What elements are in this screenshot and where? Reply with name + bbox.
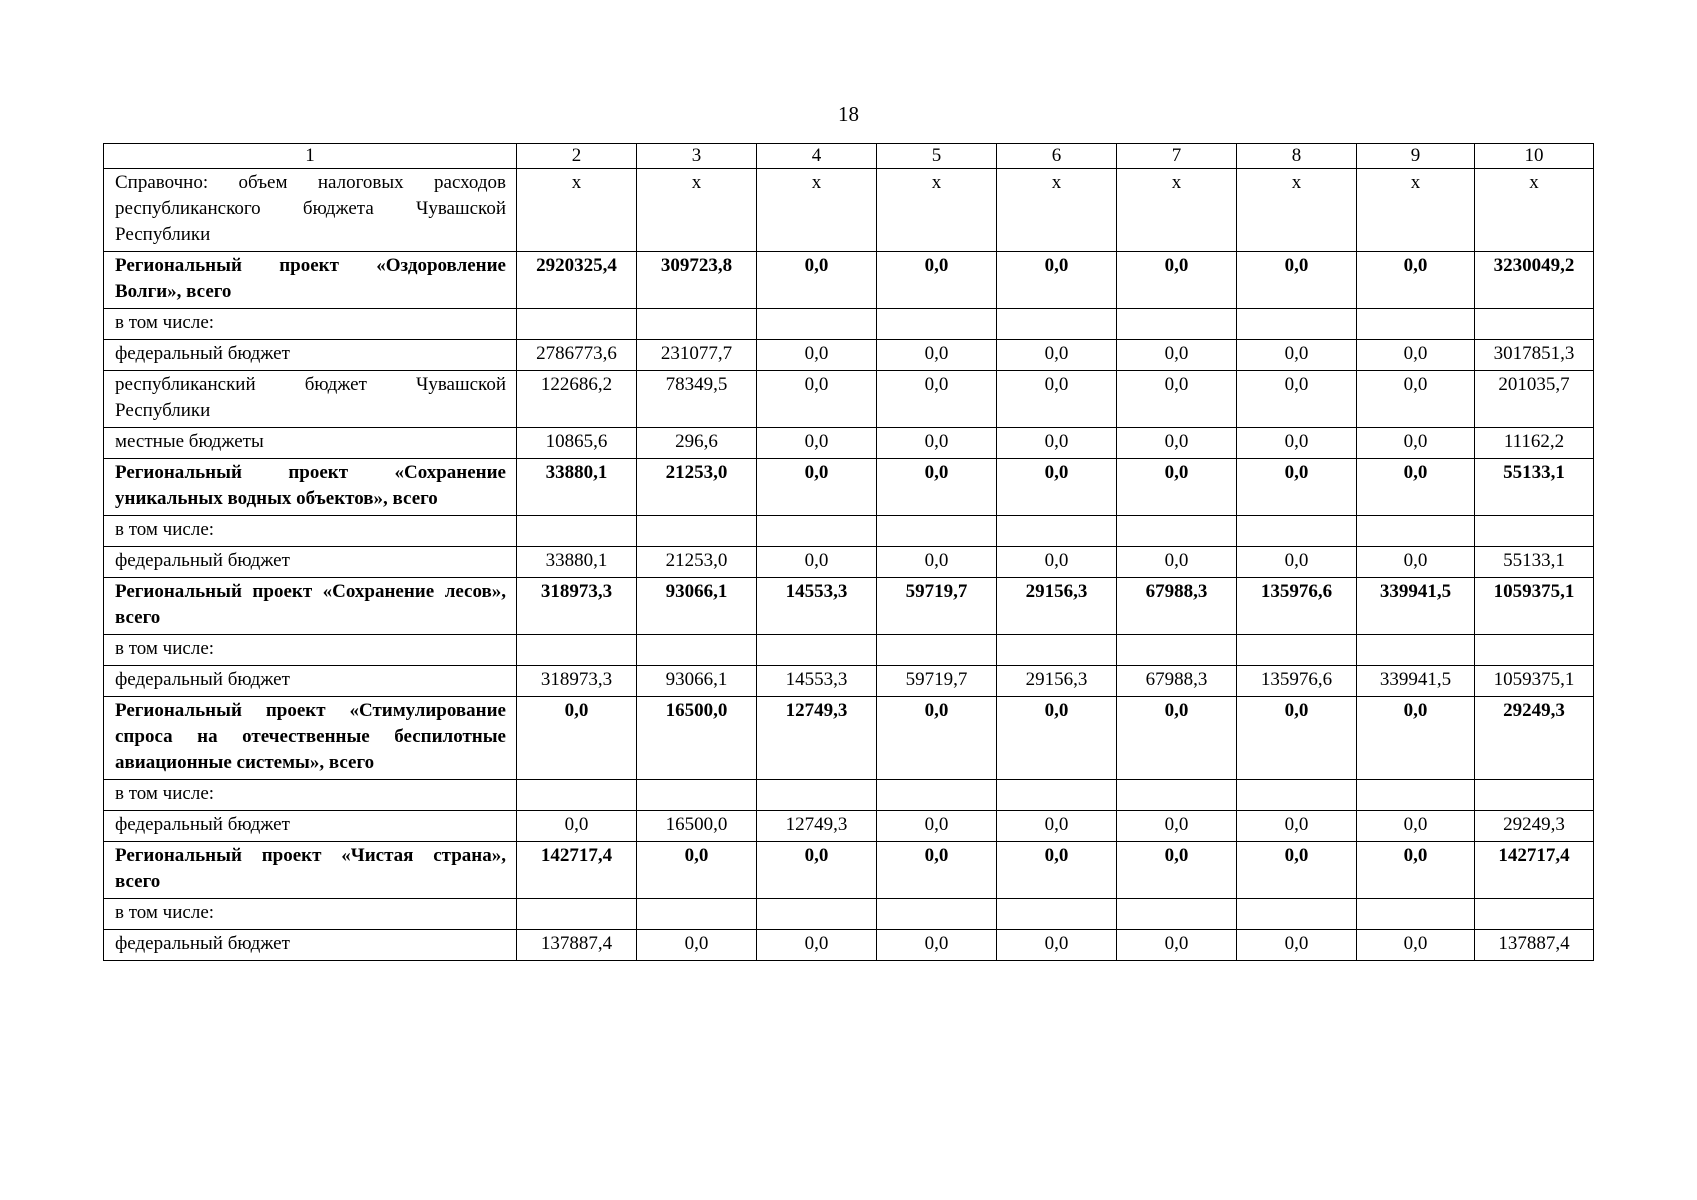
value-cell: 0,0 — [997, 428, 1117, 459]
value-cell: 0,0 — [1237, 547, 1357, 578]
row-label: Региональный проект «Сохранение уникальных водных объектов», всего — [104, 459, 517, 516]
column-number: 3 — [637, 144, 757, 169]
row-label: в том числе: — [104, 899, 517, 930]
value-cell: 339941,5 — [1357, 578, 1475, 635]
value-cell: 0,0 — [1357, 811, 1475, 842]
value-cell: 0,0 — [1117, 252, 1237, 309]
value-cell: 0,0 — [757, 547, 877, 578]
table-row — [104, 516, 1594, 547]
value-cell: 0,0 — [1357, 930, 1475, 961]
value-cell: 0,0 — [1117, 340, 1237, 371]
project-total-row — [104, 578, 1594, 635]
value-cell: 10865,6 — [517, 428, 637, 459]
column-number: 6 — [997, 144, 1117, 169]
value-cell: 0,0 — [757, 371, 877, 428]
row-label: федеральный бюджет — [104, 811, 517, 842]
value-cell: 296,6 — [637, 428, 757, 459]
row-label: местные бюджеты — [104, 428, 517, 459]
row-label: в том числе: — [104, 309, 517, 340]
column-number: 5 — [877, 144, 997, 169]
value-cell: 122686,2 — [517, 371, 637, 428]
value-cell — [757, 309, 877, 340]
value-cell: 0,0 — [1117, 930, 1237, 961]
value-cell: 0,0 — [877, 697, 997, 780]
value-cell: 0,0 — [1357, 459, 1475, 516]
value-cell: 0,0 — [1237, 252, 1357, 309]
value-cell: 0,0 — [757, 252, 877, 309]
value-cell: 33880,1 — [517, 547, 637, 578]
project-total-row — [104, 459, 1594, 516]
table-row — [104, 169, 1594, 252]
value-cell: 55133,1 — [1475, 459, 1594, 516]
value-cell: 0,0 — [1357, 371, 1475, 428]
value-cell — [1117, 309, 1237, 340]
value-cell: 0,0 — [877, 547, 997, 578]
value-cell: 0,0 — [997, 371, 1117, 428]
row-label: Региональный проект «Сохранение лесов», всего — [104, 578, 517, 635]
column-number: 8 — [1237, 144, 1357, 169]
value-cell: 0,0 — [1117, 428, 1237, 459]
value-cell: 29156,3 — [997, 578, 1117, 635]
value-cell — [1117, 635, 1237, 666]
value-cell: 0,0 — [1237, 371, 1357, 428]
value-cell: 3230049,2 — [1475, 252, 1594, 309]
project-total-row — [104, 842, 1594, 899]
value-cell — [757, 516, 877, 547]
value-cell — [1117, 899, 1237, 930]
value-cell: 0,0 — [1357, 340, 1475, 371]
value-cell — [757, 635, 877, 666]
value-cell — [637, 899, 757, 930]
value-cell: 0,0 — [877, 252, 997, 309]
value-cell: 59719,7 — [877, 578, 997, 635]
row-label: Региональный проект «Чистая страна», всего — [104, 842, 517, 899]
value-cell — [1237, 899, 1357, 930]
value-cell — [877, 309, 997, 340]
row-label: в том числе: — [104, 635, 517, 666]
value-cell: 0,0 — [1117, 547, 1237, 578]
value-cell: 137887,4 — [517, 930, 637, 961]
value-cell: 14553,3 — [757, 666, 877, 697]
value-cell: 0,0 — [757, 842, 877, 899]
value-cell: 0,0 — [1237, 930, 1357, 961]
value-cell — [1475, 635, 1594, 666]
value-cell — [1357, 516, 1475, 547]
value-cell: 93066,1 — [637, 578, 757, 635]
value-cell: x — [1475, 169, 1594, 252]
value-cell: 0,0 — [877, 811, 997, 842]
value-cell: 0,0 — [1117, 459, 1237, 516]
value-cell — [637, 635, 757, 666]
column-number: 10 — [1475, 144, 1594, 169]
value-cell — [517, 899, 637, 930]
value-cell: 11162,2 — [1475, 428, 1594, 459]
value-cell: 29249,3 — [1475, 811, 1594, 842]
value-cell: 0,0 — [637, 842, 757, 899]
value-cell: 12749,3 — [757, 811, 877, 842]
value-cell: 0,0 — [517, 811, 637, 842]
value-cell: 0,0 — [1357, 428, 1475, 459]
value-cell: 0,0 — [1117, 371, 1237, 428]
value-cell — [1117, 516, 1237, 547]
value-cell: 2920325,4 — [517, 252, 637, 309]
value-cell: 0,0 — [1237, 697, 1357, 780]
value-cell — [1357, 899, 1475, 930]
value-cell: 0,0 — [1237, 811, 1357, 842]
value-cell — [997, 516, 1117, 547]
value-cell — [757, 899, 877, 930]
value-cell: 0,0 — [877, 842, 997, 899]
value-cell: 16500,0 — [637, 697, 757, 780]
value-cell — [637, 780, 757, 811]
row-label: Региональный проект «Оздоровление Волги», всего — [104, 252, 517, 309]
value-cell: 14553,3 — [757, 578, 877, 635]
value-cell: 0,0 — [877, 340, 997, 371]
value-cell: 0,0 — [877, 371, 997, 428]
column-number: 1 — [104, 144, 517, 169]
value-cell — [1475, 780, 1594, 811]
value-cell: 201035,7 — [1475, 371, 1594, 428]
value-cell — [997, 309, 1117, 340]
value-cell: 231077,7 — [637, 340, 757, 371]
table-row — [104, 899, 1594, 930]
value-cell — [1475, 309, 1594, 340]
value-cell — [997, 635, 1117, 666]
value-cell — [877, 516, 997, 547]
column-number: 7 — [1117, 144, 1237, 169]
value-cell — [517, 780, 637, 811]
value-cell — [1237, 780, 1357, 811]
value-cell — [877, 780, 997, 811]
value-cell: 0,0 — [637, 930, 757, 961]
value-cell: 0,0 — [757, 340, 877, 371]
value-cell: x — [877, 169, 997, 252]
value-cell: 142717,4 — [517, 842, 637, 899]
value-cell: 0,0 — [1117, 697, 1237, 780]
value-cell: x — [757, 169, 877, 252]
value-cell — [637, 309, 757, 340]
value-cell: 0,0 — [757, 930, 877, 961]
value-cell: 0,0 — [517, 697, 637, 780]
value-cell — [517, 635, 637, 666]
row-label: Справочно: объем налоговых расходов республиканского бюджета Чувашской Республики — [104, 169, 517, 252]
value-cell: 318973,3 — [517, 666, 637, 697]
value-cell: 0,0 — [757, 459, 877, 516]
value-cell — [517, 309, 637, 340]
table-row — [104, 780, 1594, 811]
row-label: в том числе: — [104, 780, 517, 811]
value-cell — [1117, 780, 1237, 811]
value-cell: 21253,0 — [637, 547, 757, 578]
value-cell: 29156,3 — [997, 666, 1117, 697]
value-cell: 0,0 — [997, 252, 1117, 309]
value-cell: 0,0 — [997, 811, 1117, 842]
row-label: федеральный бюджет — [104, 340, 517, 371]
value-cell: 142717,4 — [1475, 842, 1594, 899]
value-cell: 93066,1 — [637, 666, 757, 697]
value-cell: 0,0 — [877, 459, 997, 516]
value-cell: 1059375,1 — [1475, 578, 1594, 635]
value-cell: x — [1237, 169, 1357, 252]
column-number: 9 — [1357, 144, 1475, 169]
value-cell — [1237, 635, 1357, 666]
row-label: федеральный бюджет — [104, 930, 517, 961]
page-number: 18 — [838, 102, 859, 126]
value-cell: x — [997, 169, 1117, 252]
value-cell: 0,0 — [997, 930, 1117, 961]
value-cell: 0,0 — [1357, 842, 1475, 899]
project-total-row — [104, 252, 1594, 309]
value-cell: 0,0 — [997, 459, 1117, 516]
value-cell: 0,0 — [877, 428, 997, 459]
value-cell: 0,0 — [1357, 697, 1475, 780]
value-cell: 55133,1 — [1475, 547, 1594, 578]
value-cell: 0,0 — [997, 547, 1117, 578]
table-row — [104, 340, 1594, 371]
value-cell: 339941,5 — [1357, 666, 1475, 697]
value-cell: x — [1117, 169, 1237, 252]
value-cell: 3017851,3 — [1475, 340, 1594, 371]
value-cell: 1059375,1 — [1475, 666, 1594, 697]
value-cell: 309723,8 — [637, 252, 757, 309]
value-cell: 0,0 — [997, 842, 1117, 899]
value-cell — [637, 516, 757, 547]
value-cell: x — [517, 169, 637, 252]
value-cell: 59719,7 — [877, 666, 997, 697]
value-cell: 0,0 — [997, 697, 1117, 780]
value-cell: 0,0 — [877, 930, 997, 961]
value-cell: 0,0 — [1357, 252, 1475, 309]
value-cell: 67988,3 — [1117, 578, 1237, 635]
value-cell: 0,0 — [997, 340, 1117, 371]
value-cell — [877, 635, 997, 666]
value-cell: 0,0 — [1117, 842, 1237, 899]
value-cell — [1475, 516, 1594, 547]
value-cell: x — [637, 169, 757, 252]
value-cell — [757, 780, 877, 811]
value-cell: 78349,5 — [637, 371, 757, 428]
value-cell — [997, 899, 1117, 930]
value-cell — [1237, 309, 1357, 340]
value-cell: 0,0 — [1117, 811, 1237, 842]
row-label: Региональный проект «Стимулирование спроса на отечественные беспилотные авиационные системы», всего — [104, 697, 517, 780]
row-label: республиканский бюджет Чувашской Республики — [104, 371, 517, 428]
value-cell — [517, 516, 637, 547]
value-cell: 318973,3 — [517, 578, 637, 635]
value-cell — [1357, 780, 1475, 811]
value-cell: 135976,6 — [1237, 666, 1357, 697]
row-label: федеральный бюджет — [104, 666, 517, 697]
value-cell: 12749,3 — [757, 697, 877, 780]
value-cell: 0,0 — [1237, 340, 1357, 371]
column-number: 4 — [757, 144, 877, 169]
budget-table — [103, 143, 1594, 961]
value-cell: 0,0 — [1237, 428, 1357, 459]
column-number-row — [104, 144, 1594, 169]
value-cell: 2786773,6 — [517, 340, 637, 371]
column-number: 2 — [517, 144, 637, 169]
table-row — [104, 930, 1594, 961]
value-cell — [1357, 635, 1475, 666]
value-cell — [1237, 516, 1357, 547]
value-cell: 29249,3 — [1475, 697, 1594, 780]
table-row — [104, 635, 1594, 666]
value-cell: 67988,3 — [1117, 666, 1237, 697]
table-row — [104, 547, 1594, 578]
value-cell: 137887,4 — [1475, 930, 1594, 961]
table-row — [104, 428, 1594, 459]
value-cell: 16500,0 — [637, 811, 757, 842]
row-label: в том числе: — [104, 516, 517, 547]
table-row — [104, 371, 1594, 428]
value-cell — [997, 780, 1117, 811]
value-cell — [877, 899, 997, 930]
value-cell: 21253,0 — [637, 459, 757, 516]
table-row — [104, 309, 1594, 340]
value-cell: x — [1357, 169, 1475, 252]
value-cell: 33880,1 — [517, 459, 637, 516]
value-cell — [1357, 309, 1475, 340]
project-total-row — [104, 697, 1594, 780]
value-cell: 0,0 — [1237, 459, 1357, 516]
value-cell: 0,0 — [757, 428, 877, 459]
value-cell: 135976,6 — [1237, 578, 1357, 635]
value-cell: 0,0 — [1237, 842, 1357, 899]
value-cell — [1475, 899, 1594, 930]
value-cell: 0,0 — [1357, 547, 1475, 578]
table-row — [104, 666, 1594, 697]
table-row — [104, 811, 1594, 842]
table-body — [104, 144, 1594, 961]
row-label: федеральный бюджет — [104, 547, 517, 578]
